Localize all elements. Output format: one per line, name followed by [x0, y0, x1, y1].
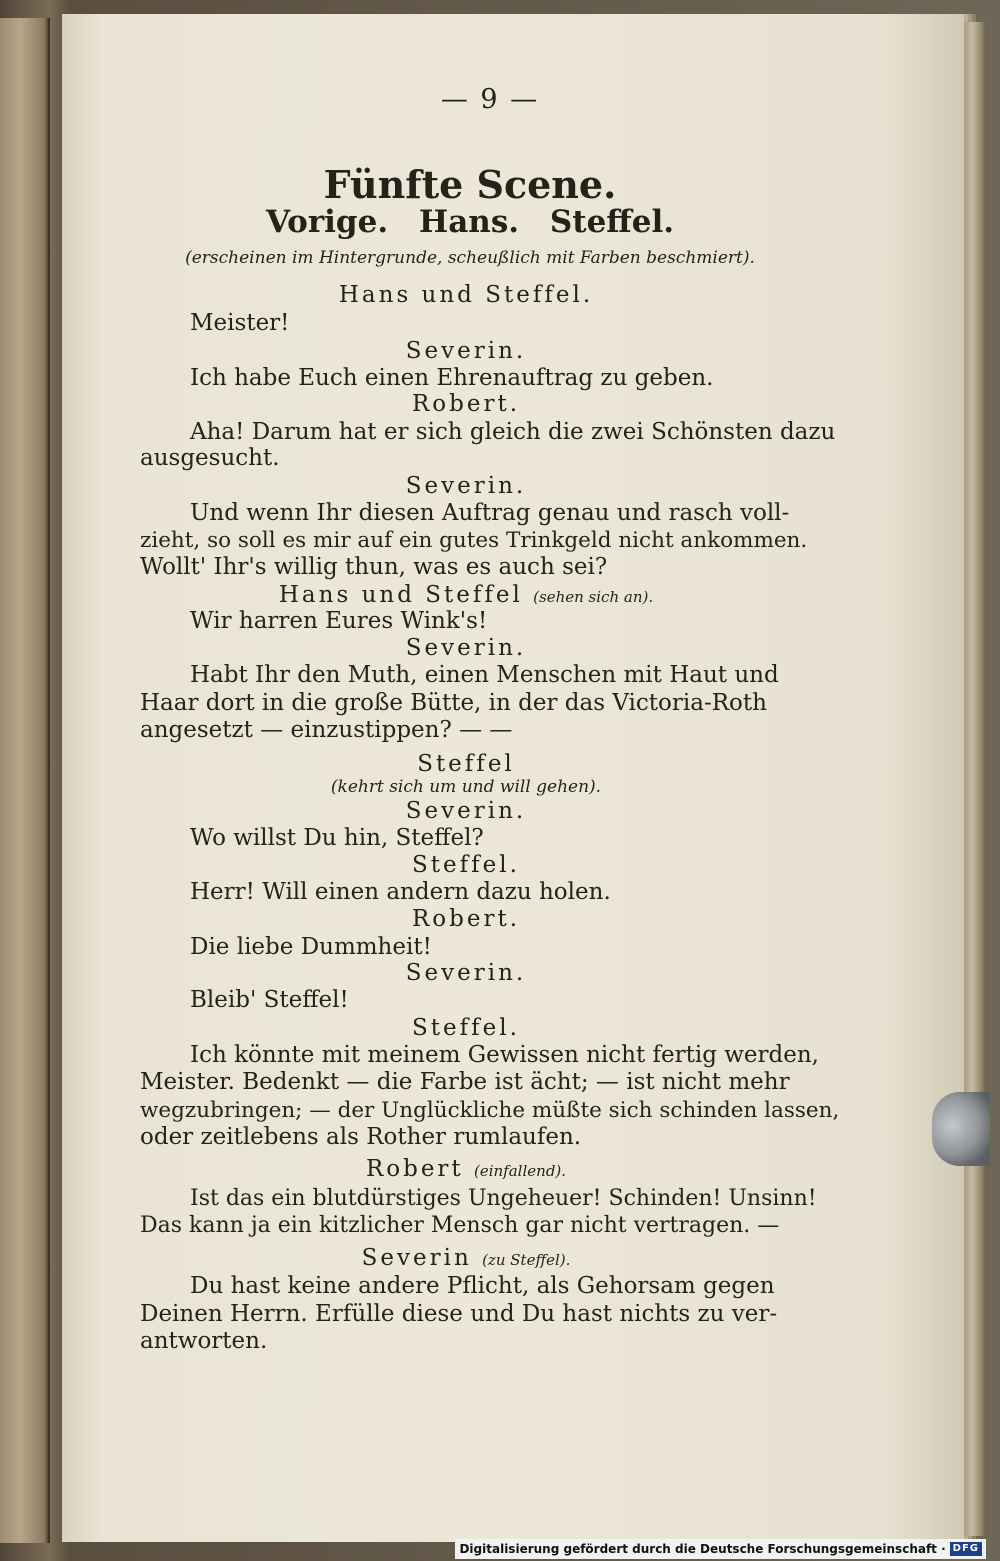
speech-line: Habt Ihr den Muth, einen Menschen mit Haut und: [190, 662, 779, 688]
speech-line: Und wenn Ihr diesen Auftrag genau und rasch voll-: [190, 500, 790, 526]
dfg-logo: DFG: [950, 1542, 982, 1556]
speech-line: antworten.: [140, 1328, 268, 1354]
page-tab-marker: [932, 1092, 990, 1166]
speech-line: ausgesucht.: [140, 445, 280, 471]
cast-list: Vorige. Hans. Steffel.: [265, 204, 675, 240]
credit-text: Digitalisierung gefördert durch die Deutsche Forschungsgemeinschaft ·: [459, 1542, 946, 1556]
speaker-name: Steffel.: [412, 852, 520, 878]
speech-line: Du hast keine andere Pflicht, als Gehorsam gegen: [190, 1273, 775, 1299]
speaker-label: Hans und Steffel: [278, 582, 523, 608]
speech-line: Ist das ein blutdürstiges Ungeheuer! Schinden! Unsinn!: [190, 1186, 817, 1211]
stage-direction: (zu Steffel).: [482, 1251, 571, 1269]
speaker-label: Robert: [365, 1156, 464, 1182]
speech-line: Ich könnte mit meinem Gewissen nicht fertig werden,: [190, 1042, 819, 1068]
speaker-name: Severin.: [405, 960, 527, 986]
stage-direction: (kehrt sich um und will gehen).: [330, 777, 602, 797]
stage-direction: (sehen sich an).: [533, 588, 654, 606]
speech-line: Bleib' Steffel!: [190, 987, 349, 1013]
stage-direction: (erscheinen im Hintergrunde, scheußlich mit Farben beschmiert).: [185, 248, 755, 268]
speech-line: Ich habe Euch einen Ehrenauftrag zu geben.: [190, 365, 714, 391]
scene-title: Fünfte Scene.: [323, 162, 617, 207]
speech-line: angesetzt — einzustippen? — —: [140, 717, 513, 743]
speech-line: Deinen Herrn. Erfülle diese und Du hast nichts zu ver-: [140, 1301, 778, 1327]
speaker-name: [140, 1244, 792, 1275]
speech-line: Meister!: [190, 310, 290, 336]
speaker-name: Hans und Steffel.: [338, 282, 594, 308]
speech-line: zieht, so soll es mir auf ein gutes Trinkgeld nicht ankommen.: [140, 528, 808, 553]
speaker-name: Severin.: [405, 798, 527, 824]
speech-line: Aha! Darum hat er sich gleich die zwei Schönsten dazu: [190, 419, 836, 445]
speech-line: Wir harren Eures Wink's!: [190, 608, 488, 634]
page-number: — 9 —: [440, 84, 540, 115]
speaker-name: [140, 1155, 792, 1186]
speaker-label: Severin: [361, 1245, 472, 1271]
speech-line: Meister. Bedenkt — die Farbe ist ächt; — ist nicht mehr: [140, 1069, 790, 1095]
speech-line: Das kann ja ein kitzlicher Mensch gar nicht vertragen. —: [140, 1213, 780, 1238]
speaker-name: Robert.: [411, 906, 521, 932]
speaker-name: Severin.: [405, 473, 527, 499]
speech-line: Herr! Will einen andern dazu holen.: [190, 879, 611, 905]
speech-line: Wo willst Du hin, Steffel?: [190, 825, 484, 851]
speech-line: Die liebe Dummheit!: [190, 934, 432, 960]
speaker-name: Severin.: [405, 338, 527, 364]
speech-line: Wollt' Ihr's willig thun, was es auch sei?: [140, 554, 608, 580]
speaker-name: Robert.: [411, 391, 521, 417]
speaker-name: Severin.: [405, 635, 527, 661]
speech-line: oder zeitlebens als Rother rumlaufen.: [140, 1124, 582, 1150]
speaker-name: Steffel: [417, 751, 515, 777]
speech-line: wegzubringen; — der Unglückliche müßte sich schinden lassen,: [140, 1098, 840, 1123]
left-page-edge: [0, 18, 50, 1543]
digitization-credit: [455, 1539, 986, 1559]
page-stack-edge: [964, 22, 986, 1536]
speech-line: Haar dort in die große Bütte, in der das Victoria-Roth: [140, 690, 767, 716]
stage-direction: (einfallend).: [474, 1162, 567, 1180]
speaker-name: Steffel.: [412, 1015, 520, 1041]
